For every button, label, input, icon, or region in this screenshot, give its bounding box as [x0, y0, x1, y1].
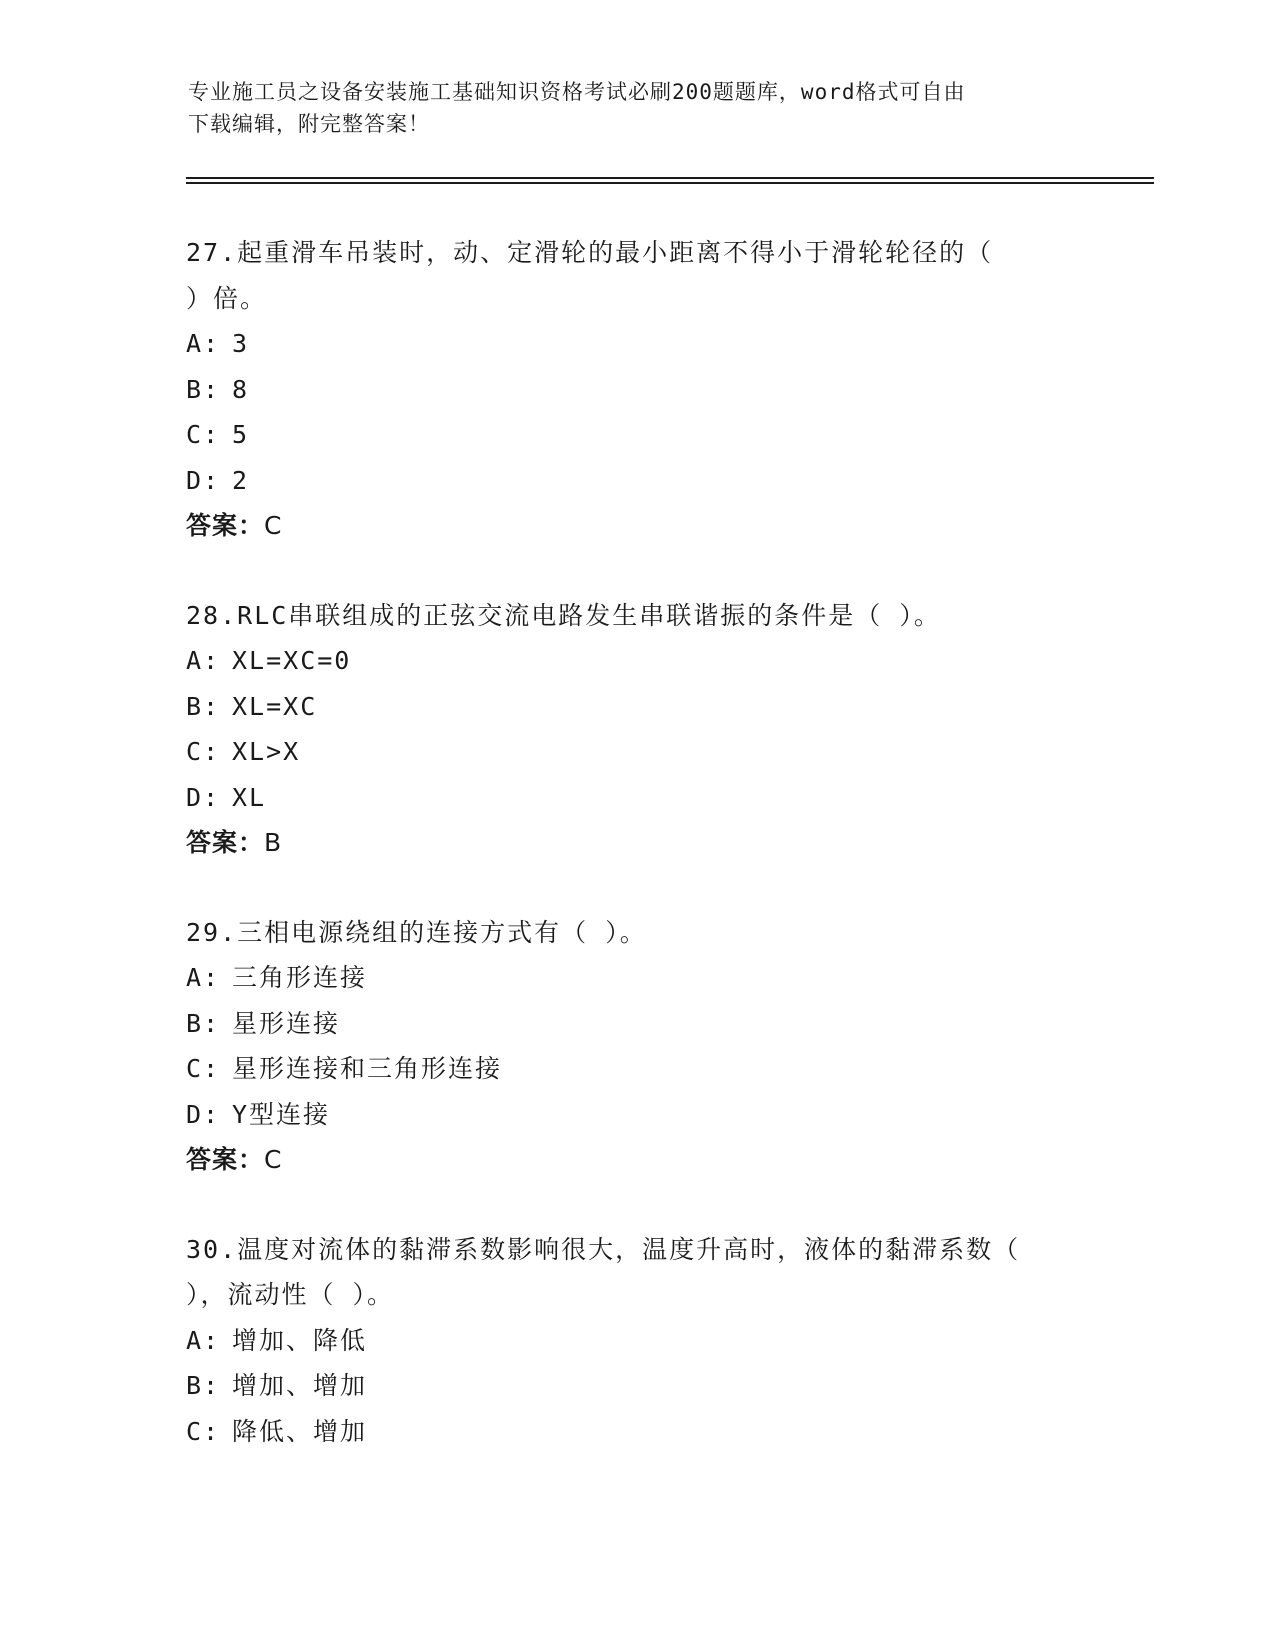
option-letter: C:: [186, 420, 221, 449]
option-letter: A:: [186, 1325, 221, 1355]
option-text: XL: [232, 782, 267, 812]
option-a: [186, 1318, 1086, 1364]
header-divider-bottom: [186, 182, 1154, 184]
answer-label: 答案：: [186, 1145, 265, 1174]
option-a: [186, 638, 1086, 684]
question-29: [186, 910, 1086, 1183]
option-text: 3: [232, 329, 250, 358]
option-letter: C:: [186, 1054, 221, 1083]
question-list: [186, 230, 1086, 1498]
question-text: [186, 910, 1086, 956]
option-b: [186, 684, 1086, 730]
question-28: [186, 593, 1086, 866]
option-c: [186, 1409, 1086, 1455]
option-letter: A:: [186, 963, 221, 992]
answer-line: [186, 1137, 1086, 1183]
option-letter: B:: [186, 1008, 221, 1038]
option-a: [186, 955, 1086, 1001]
question-text-line: 29.三相电源绕组的连接方式有（ ）。: [186, 917, 647, 947]
option-text: 8: [232, 374, 250, 404]
option-text: 2: [232, 465, 250, 495]
option-text: XL=XC: [232, 691, 318, 721]
option-c: [186, 412, 1086, 458]
option-a: [186, 321, 1086, 367]
document-header: [188, 76, 1078, 140]
question-text: [186, 593, 1086, 639]
option-letter: D:: [186, 1099, 221, 1129]
question-27: [186, 230, 1086, 549]
answer-label: 答案：: [186, 511, 265, 540]
answer-line: [186, 820, 1086, 866]
question-30: [186, 1227, 1086, 1455]
option-text: 5: [232, 420, 250, 449]
option-letter: D:: [186, 782, 221, 812]
option-letter: B:: [186, 691, 221, 721]
option-letter: D:: [186, 465, 221, 495]
answer-value: C: [264, 511, 283, 540]
option-c: [186, 729, 1086, 775]
option-c: [186, 1046, 1086, 1092]
option-letter: B:: [186, 374, 221, 404]
option-text: 增加、降低: [232, 1325, 368, 1355]
question-text-line: ）倍。: [186, 283, 268, 313]
option-text: 三角形连接: [232, 963, 368, 992]
option-text: 降低、增加: [232, 1416, 368, 1446]
answer-value: B: [264, 828, 283, 857]
option-b: [186, 367, 1086, 413]
option-d: [186, 1092, 1086, 1138]
option-text: 增加、增加: [232, 1371, 368, 1400]
option-text: XL>X: [232, 737, 301, 766]
header-divider-top: [186, 177, 1154, 179]
option-text: XL=XC=0: [232, 646, 352, 675]
option-text: 星形连接: [232, 1008, 341, 1038]
question-text-line: 27.起重滑车吊装时，动、定滑轮的最小距离不得小于滑轮轮径的（: [186, 238, 994, 267]
question-text-line: ），流动性（ ）。: [186, 1280, 395, 1309]
answer-line: [186, 503, 1086, 549]
answer-value: C: [264, 1145, 283, 1174]
option-letter: C:: [186, 737, 221, 766]
option-letter: C:: [186, 1416, 221, 1446]
option-letter: B:: [186, 1371, 221, 1400]
question-text: [186, 230, 1086, 321]
option-letter: A:: [186, 329, 221, 358]
header-line-2: 下载编辑，附完整答案！: [188, 112, 430, 136]
option-d: [186, 458, 1086, 504]
header-line-1: 专业施工员之设备安装施工基础知识资格考试必刷200题题库，word格式可自由: [188, 80, 966, 104]
question-text-line: 30.温度对流体的黏滞系数影响很大，温度升高时，液体的黏滞系数（: [186, 1234, 1021, 1264]
answer-label: 答案：: [186, 828, 265, 857]
option-letter: A:: [186, 646, 221, 675]
option-text: Y型连接: [232, 1099, 331, 1129]
question-text: [186, 1227, 1086, 1318]
option-d: [186, 775, 1086, 821]
option-b: [186, 1363, 1086, 1409]
option-b: [186, 1001, 1086, 1047]
option-text: 星形连接和三角形连接: [232, 1054, 503, 1083]
question-text-line: 28.RLC串联组成的正弦交流电路发生串联谐振的条件是（ ）。: [186, 600, 941, 630]
